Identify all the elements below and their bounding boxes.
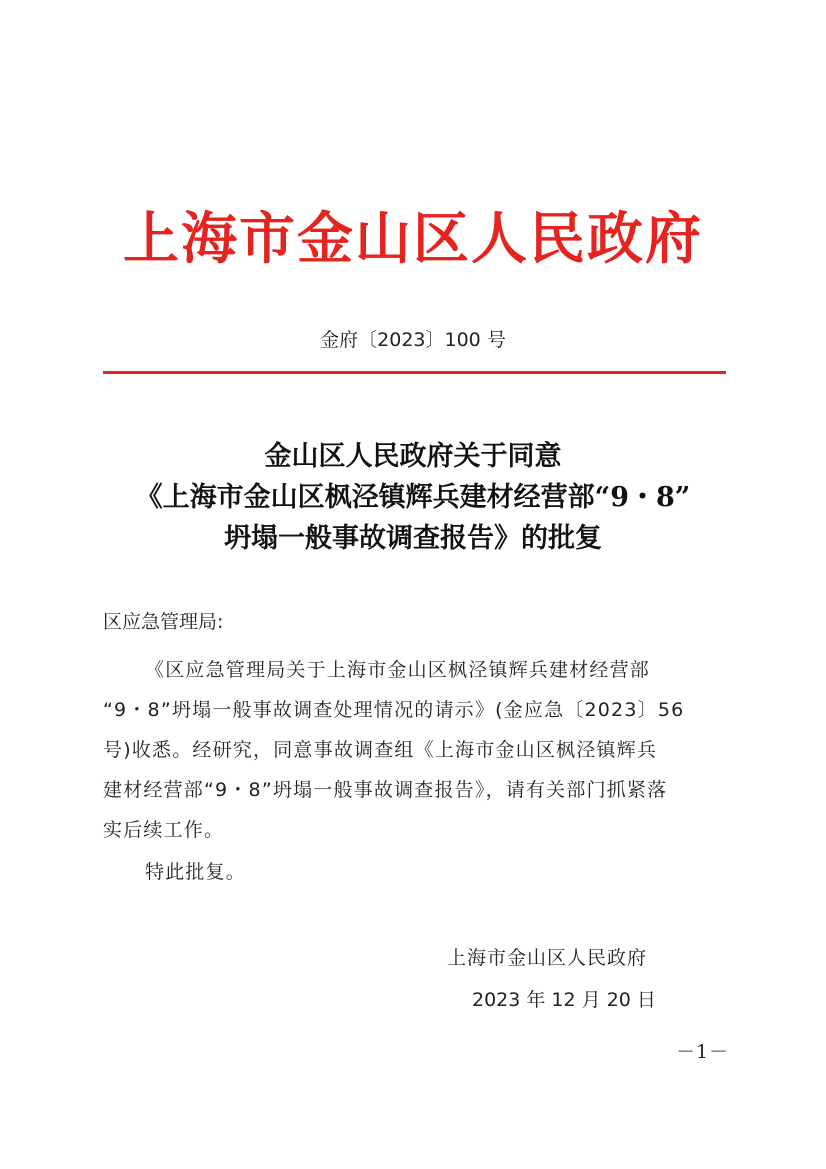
- body-line: 建材经营部“9・8”坍塌一般事故调查报告》，请有关部门抓紧落: [103, 779, 668, 801]
- issuer-masthead: 上海市金山区人民政府: [123, 206, 703, 272]
- red-divider-rule: [103, 371, 726, 374]
- body-line: 实后续工作。: [103, 819, 225, 841]
- signature-organization: 上海市金山区人民政府: [447, 947, 648, 969]
- document-title: [60, 436, 766, 559]
- body-line: 号)收悉。经研究，同意事故调查组《上海市金山区枫泾镇辉兵: [103, 739, 658, 761]
- title-line: 金山区人民政府关于同意: [264, 441, 562, 472]
- body-line: “9・8”坍塌一般事故调查处理情况的请示》(金应急〔2023〕56: [103, 699, 685, 721]
- title-line: 《上海市金山区枫泾镇辉兵建材经营部“9・8”: [135, 482, 691, 513]
- body-line: 《区应急管理局关于上海市金山区枫泾镇辉兵建材经营部: [145, 659, 651, 681]
- closing-phrase: 特此批复。: [145, 861, 247, 883]
- document-number: 金府〔2023〕100 号: [320, 329, 506, 351]
- addressee: 区应急管理局:: [103, 611, 224, 633]
- title-line: 坍塌一般事故调查报告》的批复: [224, 523, 602, 554]
- signature-date: 2023 年 12 月 20 日: [472, 989, 656, 1011]
- body-paragraph: [103, 650, 731, 850]
- page-number: －1－: [676, 1041, 730, 1063]
